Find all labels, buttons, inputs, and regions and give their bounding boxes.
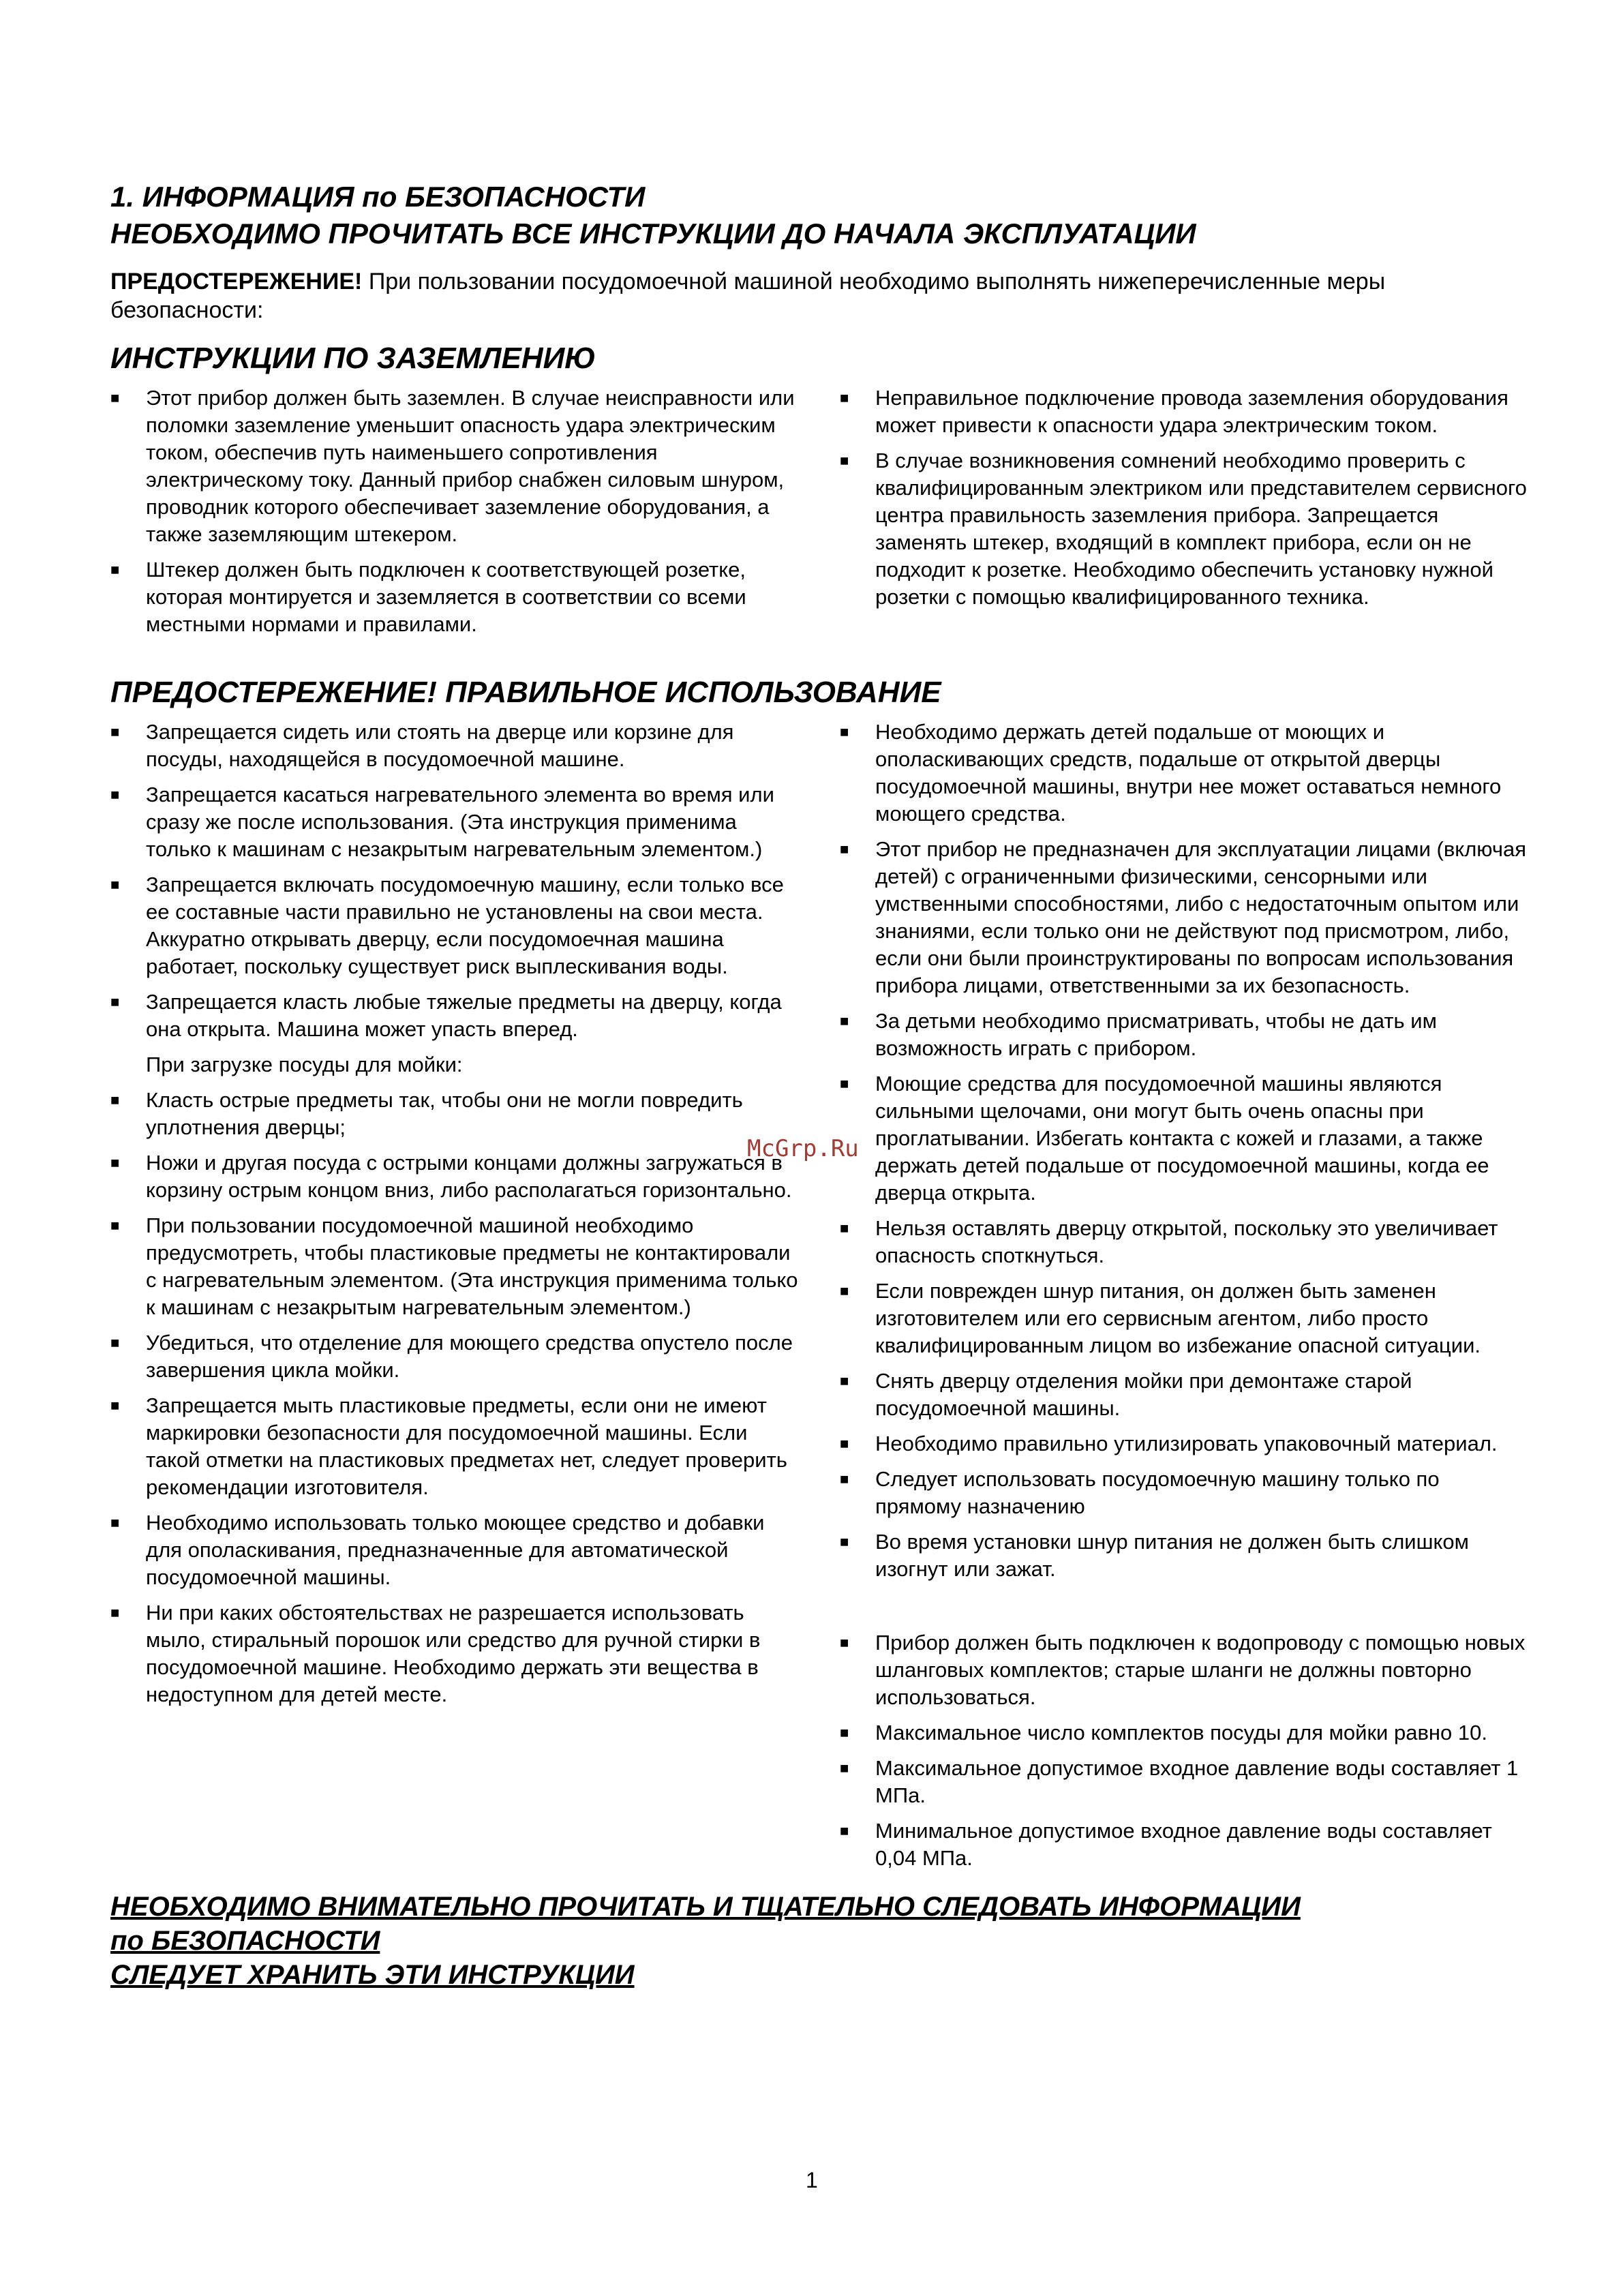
- bullet-icon: ■: [110, 1154, 120, 1171]
- bullet-icon: ■: [840, 1075, 849, 1092]
- list-item: ■ Запрещается включать посудомоечную машину, если только все ее составные части правильно не установлены на свои места. Аккуратно открывать дверцу, если посудомоечная машина работает, поскольку существует риск выплескивания воды.: [110, 873, 784, 978]
- document-title: 1. ИНФОРМАЦИЯ по БЕЗОПАСНОСТИ: [110, 181, 646, 213]
- document-page: [110, 179, 1528, 1992]
- bullet-icon: ■: [110, 1091, 120, 1108]
- list-item: ■ Снять дверцу отделения мойки при демонтаже старой посудомоечной машины.: [840, 1369, 1412, 1420]
- bullet-icon: ■: [840, 1012, 849, 1029]
- grounding-left-column: [110, 384, 799, 646]
- grounding-heading: ИНСТРУКЦИИ ПО ЗАЗЕМЛЕНИЮ: [110, 342, 596, 375]
- list-item: ■ В случае возникновения сомнений необходимо проверить с квалифицированным электриком или представителем сервисного центра правильность заземления прибора. Запрещается заменять штекер, входящий в комплект прибора, если он не подходит к розетке. Необходимо обеспечить установку нужной розетки с помощью квалифицированного техника.: [840, 449, 1527, 609]
- grounding-right-column: [840, 384, 1528, 646]
- list-item: ■ Штекер должен быть подключен к соответствующей розетке, которая монтируется и заземляется в соответствии со всеми местными нормами и правилами.: [110, 558, 746, 636]
- bullet-icon: ■: [840, 1759, 849, 1777]
- document-subtitle: НЕОБХОДИМО ПРОЧИТАТЬ ВСЕ ИНСТРУКЦИИ ДО НАЧАЛА ЭКСПЛУАТАЦИИ: [110, 217, 1196, 250]
- warning-text: При пользовании посудомоечной машиной необходимо выполнять нижеперечисленные меры безопасности:: [110, 269, 1386, 323]
- bullet-icon: ■: [110, 1514, 120, 1531]
- bullet-icon: ■: [110, 1334, 120, 1351]
- loading-label: При загрузке посуды для мойки:: [146, 1053, 463, 1076]
- bullet-icon: ■: [840, 1634, 849, 1651]
- bullet-icon: ■: [840, 1822, 849, 1839]
- usage-right-column: [840, 719, 1528, 1880]
- usage-right-list: [840, 719, 1528, 1583]
- page-number: 1: [806, 2168, 818, 2192]
- spacer: [840, 1591, 1528, 1629]
- bullet-icon: ■: [110, 561, 120, 578]
- list-item: ■ Нельзя оставлять дверцу открытой, поскольку это увеличивает опасность споткнуться.: [840, 1216, 1498, 1267]
- grounding-left-list: [110, 384, 799, 638]
- list-item: ■ Запрещается касаться нагревательного элемента во время или сразу же после использования. (Эта инструкция применима только к машинам с незакрытым нагревательным элементом.): [110, 783, 774, 861]
- usage-right-list-2: [840, 1629, 1528, 1872]
- watermark: McGrp.Ru: [747, 1135, 859, 1162]
- list-item: ■ Моющие средства для посудомоечной машины являются сильными щелочами, они могут быть очень опасны при проглатывании. Избегать контакта с кожей и глазами, а также держать детей подальше от посудомоечной машины, когда ее дверца открыта.: [840, 1072, 1489, 1205]
- list-item: ■ Во время установки шнур питания не должен быть слишком изогнут или зажат.: [840, 1530, 1469, 1581]
- usage-left-list: [110, 719, 799, 1708]
- list-item: ■ Следует использовать посудомоечную машину только по прямому назначению: [840, 1467, 1440, 1518]
- usage-left-column: [110, 719, 799, 1880]
- list-item: ■ Ни при каких обстоятельствах не разрешается использовать мыло, стиральный порошок или средство для ручной стирки в посудомоечной машине. Необходимо держать эти вещества в недоступном для детей месте.: [110, 1601, 761, 1706]
- bullet-icon: ■: [840, 1435, 849, 1452]
- bullet-icon: ■: [840, 389, 849, 406]
- bullet-icon: ■: [110, 876, 120, 893]
- grounding-right-list: [840, 384, 1528, 611]
- bullet-icon: ■: [110, 723, 120, 740]
- list-item: ■ Запрещается мыть пластиковые предметы, если они не имеют маркировки безопасности для посудомоечной машины. Если такой отметки на пластиковых предметах нет, следует проверить рекомендации изготовителя.: [110, 1393, 787, 1499]
- bullet-icon: ■: [840, 1282, 849, 1299]
- bullet-icon: ■: [110, 389, 120, 406]
- list-item: ■ Запрещается сидеть или стоять на дверце или корзине для посуды, находящейся в посудомоечной машине.: [110, 720, 734, 771]
- bullet-icon: ■: [110, 1397, 120, 1414]
- bullet-icon: ■: [840, 1470, 849, 1487]
- list-item: ■ Необходимо использовать только моющее средство и добавки для ополаскивания, предназначенные для автоматической посудомоечной машины.: [110, 1511, 765, 1589]
- bullet-icon: ■: [110, 1604, 120, 1621]
- bullet-icon: ■: [840, 723, 849, 740]
- list-item: ■ Неправильное подключение провода заземления оборудования может привести к опасности удара электрическим током.: [840, 386, 1508, 437]
- bullet-icon: ■: [110, 1217, 120, 1234]
- list-item: ■ Этот прибор не предназначен для эксплуатации лицами (включая детей) с ограниченными физическими, сенсорными или умственными способностями, либо с недостаточным опытом или знаниями, если только они не действуют под присмотром, либо, если они были проинструктированы по вопросам использования прибора лицами, ответственными за их безопасность.: [840, 837, 1527, 997]
- bullet-icon: ■: [840, 841, 849, 858]
- bullet-icon: ■: [840, 1533, 849, 1550]
- bullet-icon: ■: [840, 1372, 849, 1389]
- list-item: ■ Запрещается класть любые тяжелые предметы на дверцу, когда она открыта. Машина может упасть вперед.: [110, 990, 782, 1041]
- bullet-icon: ■: [840, 1220, 849, 1237]
- bullet-icon: ■: [110, 993, 120, 1010]
- warning-label: ПРЕДОСТЕРЕЖЕНИЕ!: [110, 269, 363, 294]
- list-item: ■ Максимальное число комплектов посуды для мойки равно 10.: [840, 1719, 1528, 1747]
- list-item: ■ Если поврежден шнур питания, он должен быть заменен изготовителем или его сервисным агентом, либо просто квалифицированным лицом во избежание опасной ситуации.: [840, 1279, 1481, 1357]
- usage-columns: [110, 719, 1528, 1880]
- list-item: ■ Максимальное допустимое входное давление воды составляет 1 МПа.: [840, 1756, 1519, 1807]
- list-item: ■ При пользовании посудомоечной машиной необходимо предусмотреть, чтобы пластиковые предметы не контактировали с нагревательным элементом. (Эта инструкция применима только к машинам с незакрытым нагревательным элементом.): [110, 1213, 798, 1319]
- usage-heading: ПРЕДОСТЕРЕЖЕНИЕ! ПРАВИЛЬНОЕ ИСПОЛЬЗОВАНИЕ: [110, 676, 941, 709]
- bullet-icon: ■: [840, 452, 849, 469]
- footer-line-1: НЕОБХОДИМО ВНИМАТЕЛЬНО ПРОЧИТАТЬ И ТЩАТЕЛЬНО СЛЕДОВАТЬ ИНФОРМАЦИИ: [110, 1892, 1301, 1922]
- list-item: ■ За детьми необходимо присматривать, чтобы не дать им возможность играть с прибором.: [840, 1009, 1437, 1060]
- list-item: ■ Класть острые предметы так, чтобы они не могли повредить уплотнения дверцы;: [110, 1088, 743, 1139]
- footer-line-2: по БЕЗОПАСНОСТИ: [110, 1926, 380, 1956]
- list-item: ■ Прибор должен быть подключен к водопроводу с помощью новых шланговых комплектов; старые шланги не должны повторно использоваться.: [840, 1631, 1526, 1709]
- list-item: ■ Минимальное допустимое входное давление воды составляет 0,04 МПа.: [840, 1819, 1492, 1870]
- list-item: ■ Этот прибор должен быть заземлен. В случае неисправности или поломки заземление уменьшит опасность удара электрическим током, обеспечив путь наименьшего сопротивления электрическому току. Данный прибор снабжен силовым шнуром, проводник которого обеспечивает заземление оборудования, а также заземляющим штекером.: [110, 386, 795, 546]
- grounding-columns: [110, 384, 1528, 646]
- list-item: ■ Ножи и другая посуда с острыми концами должны загружаться в корзину острым концом вниз, либо располагаться горизонтально.: [110, 1151, 792, 1202]
- warning-intro: [110, 267, 1528, 324]
- footer-line-3: СЛЕДУЕТ ХРАНИТЬ ЭТИ ИНСТРУКЦИИ: [110, 1960, 635, 1990]
- list-item: ■ Необходимо держать детей подальше от моющих и ополаскивающих средств, подальше от открытой дверцы посудомоечной машины, внутри нее может оставаться немного моющего средства.: [840, 720, 1502, 826]
- bullet-icon: ■: [840, 1724, 849, 1741]
- list-item: ■ Убедиться, что отделение для моющего средства опустело после завершения цикла мойки.: [110, 1331, 793, 1382]
- bullet-icon: ■: [110, 786, 120, 803]
- list-item: ■ Необходимо правильно утилизировать упаковочный материал.: [840, 1430, 1528, 1457]
